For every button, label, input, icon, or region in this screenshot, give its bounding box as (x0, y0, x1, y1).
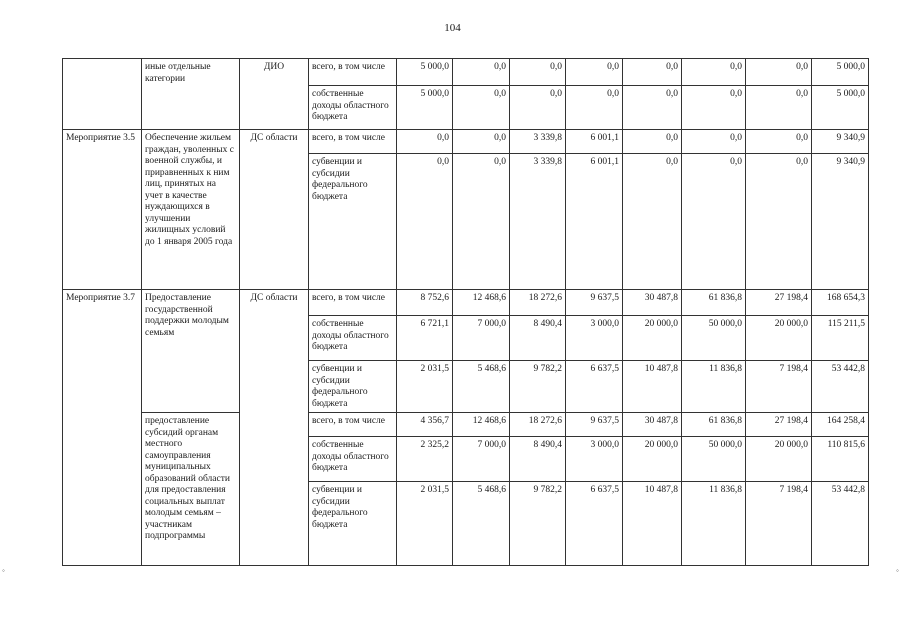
value-cell: 5 000,0 (812, 59, 869, 86)
value-cell: 115 211,5 (812, 316, 869, 361)
value-cell: 9 637,5 (566, 413, 623, 437)
funding-source-cell: собственные доходы областного бюджета (309, 316, 397, 361)
value-cell: 5 468,6 (453, 361, 510, 413)
value-cell: 0,0 (623, 130, 682, 154)
funding-source-cell: всего, в том числе (309, 59, 397, 86)
value-cell: 5 000,0 (812, 86, 869, 130)
description-cell: Предоставление государственной поддержки молодым семьям (142, 290, 240, 413)
value-cell: 0,0 (623, 86, 682, 130)
value-cell: 27 198,4 (746, 413, 812, 437)
value-cell: 30 487,8 (623, 413, 682, 437)
funding-source-cell: субвенции и субсидии федерального бюджета (309, 361, 397, 413)
executor-cell: ДС области (240, 130, 309, 290)
table-row (63, 413, 869, 437)
budget-table (62, 58, 869, 566)
value-cell: 9 340,9 (812, 130, 869, 154)
margin-mark-left: ◦ (2, 566, 5, 575)
funding-source-cell: собственные доходы областного бюджета (309, 437, 397, 482)
description-cell: иные отдельные категории (142, 59, 240, 130)
value-cell: 30 487,8 (623, 290, 682, 316)
value-cell: 6 637,5 (566, 361, 623, 413)
margin-mark-right: ◦ (896, 566, 899, 575)
value-cell: 7 198,4 (746, 482, 812, 566)
description-cell: Обеспечение жильем граждан, уволенных с военной службы, и приравненных к ним лиц, принятых на учет в качестве нуждающихся в улучшении жилищных условий до 1 января 2005 года (142, 130, 240, 290)
executor-cell: ДИО (240, 59, 309, 130)
value-cell: 53 442,8 (812, 482, 869, 566)
value-cell: 2 325,2 (397, 437, 453, 482)
value-cell: 12 468,6 (453, 290, 510, 316)
value-cell: 164 258,4 (812, 413, 869, 437)
value-cell: 0,0 (682, 154, 746, 290)
value-cell: 50 000,0 (682, 316, 746, 361)
value-cell: 7 198,4 (746, 361, 812, 413)
value-cell: 0,0 (746, 86, 812, 130)
value-cell: 0,0 (746, 154, 812, 290)
value-cell: 61 836,8 (682, 413, 746, 437)
value-cell: 27 198,4 (746, 290, 812, 316)
value-cell: 10 487,8 (623, 361, 682, 413)
value-cell: 0,0 (453, 130, 510, 154)
value-cell: 0,0 (746, 59, 812, 86)
value-cell: 2 031,5 (397, 361, 453, 413)
value-cell: 3 000,0 (566, 437, 623, 482)
value-cell: 9 782,2 (510, 361, 566, 413)
value-cell: 3 339,8 (510, 130, 566, 154)
value-cell: 12 468,6 (453, 413, 510, 437)
funding-source-cell: всего, в том числе (309, 413, 397, 437)
value-cell: 20 000,0 (623, 316, 682, 361)
value-cell: 20 000,0 (746, 316, 812, 361)
value-cell: 9 340,9 (812, 154, 869, 290)
value-cell: 11 836,8 (682, 361, 746, 413)
funding-source-cell: субвенции и субсидии федерального бюджета (309, 154, 397, 290)
value-cell: 7 000,0 (453, 316, 510, 361)
value-cell: 5 000,0 (397, 86, 453, 130)
value-cell: 5 000,0 (397, 59, 453, 86)
value-cell: 0,0 (453, 154, 510, 290)
value-cell: 3 339,8 (510, 154, 566, 290)
value-cell: 9 782,2 (510, 482, 566, 566)
value-cell: 0,0 (510, 59, 566, 86)
value-cell: 0,0 (453, 59, 510, 86)
value-cell: 0,0 (510, 86, 566, 130)
value-cell: 6 637,5 (566, 482, 623, 566)
funding-source-cell: всего, в том числе (309, 290, 397, 316)
executor-cell: ДС области (240, 290, 309, 566)
value-cell: 0,0 (566, 59, 623, 86)
value-cell: 7 000,0 (453, 437, 510, 482)
table-row (63, 290, 869, 316)
page-number: 104 (444, 22, 461, 34)
value-cell: 6 001,1 (566, 130, 623, 154)
value-cell: 9 637,5 (566, 290, 623, 316)
table-row (63, 130, 869, 154)
value-cell: 0,0 (566, 86, 623, 130)
value-cell: 4 356,7 (397, 413, 453, 437)
value-cell: 53 442,8 (812, 361, 869, 413)
value-cell: 168 654,3 (812, 290, 869, 316)
description-cell: предоставление субсидий органам местного самоуправления муниципальных образований области для предоставления социальных выплат молодым семьям – участникам подпрограммы (142, 413, 240, 566)
value-cell: 8 752,6 (397, 290, 453, 316)
value-cell: 0,0 (623, 59, 682, 86)
value-cell: 8 490,4 (510, 316, 566, 361)
value-cell: 20 000,0 (746, 437, 812, 482)
table-row (63, 59, 869, 86)
value-cell: 6 721,1 (397, 316, 453, 361)
value-cell: 0,0 (623, 154, 682, 290)
value-cell: 0,0 (682, 59, 746, 86)
value-cell: 3 000,0 (566, 316, 623, 361)
event-cell: Мероприятие 3.5 (63, 130, 142, 290)
value-cell: 0,0 (746, 130, 812, 154)
event-cell: Мероприятие 3.7 (63, 290, 142, 566)
value-cell: 18 272,6 (510, 290, 566, 316)
value-cell: 0,0 (682, 86, 746, 130)
value-cell: 50 000,0 (682, 437, 746, 482)
funding-source-cell: всего, в том числе (309, 130, 397, 154)
value-cell: 2 031,5 (397, 482, 453, 566)
value-cell: 110 815,6 (812, 437, 869, 482)
value-cell: 0,0 (397, 154, 453, 290)
value-cell: 0,0 (682, 130, 746, 154)
value-cell: 8 490,4 (510, 437, 566, 482)
funding-source-cell: субвенции и субсидии федерального бюджета (309, 482, 397, 566)
value-cell: 6 001,1 (566, 154, 623, 290)
value-cell: 61 836,8 (682, 290, 746, 316)
value-cell: 10 487,8 (623, 482, 682, 566)
value-cell: 0,0 (397, 130, 453, 154)
event-cell (63, 59, 142, 130)
value-cell: 11 836,8 (682, 482, 746, 566)
value-cell: 5 468,6 (453, 482, 510, 566)
value-cell: 0,0 (453, 86, 510, 130)
value-cell: 18 272,6 (510, 413, 566, 437)
funding-source-cell: собственные доходы областного бюджета (309, 86, 397, 130)
value-cell: 20 000,0 (623, 437, 682, 482)
